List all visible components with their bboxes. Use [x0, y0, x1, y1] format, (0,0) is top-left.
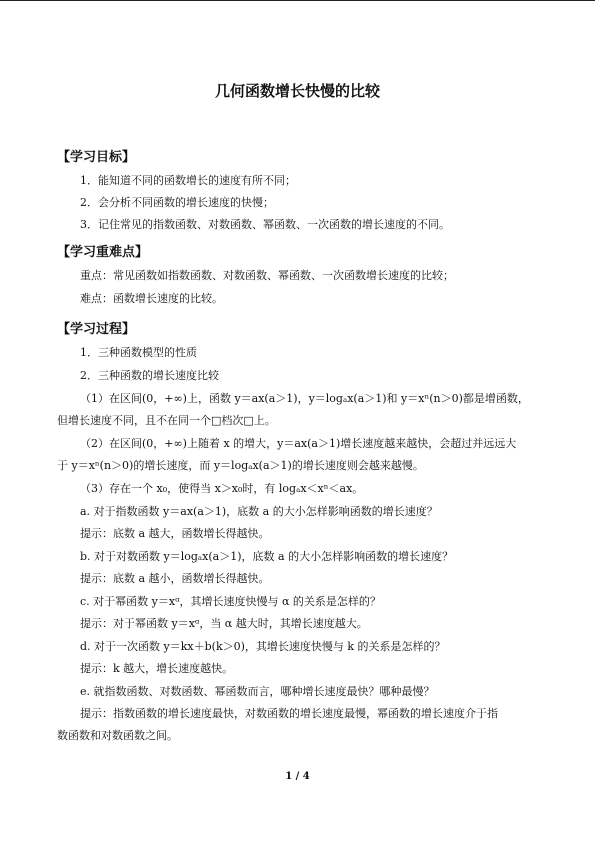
process-line: （3）存在一个 x₀，使得当 x＞x₀时，有 logₐx＜xⁿ＜ax。: [80, 482, 364, 495]
process-line: 于 y＝xⁿ(n＞0)的增长速度，而 y＝logₐx(a＞1)的增长速度则会越来越慢。: [57, 459, 424, 472]
process-line: （2）在区间(0，+∞)上随着 x 的增大，y＝ax(a＞1)增长速度越来越快，会超过并远远大: [80, 437, 517, 450]
process-line: 提示：底数 a 越小，函数增长得越快。: [80, 572, 270, 585]
section-heading-process: 【学习过程】: [57, 322, 136, 337]
page-number: 1 / 4: [285, 771, 310, 782]
document-title: 几何函数增长快慢的比较: [214, 82, 380, 100]
process-line: 1．三种函数模型的性质: [80, 346, 197, 359]
goal-item: 1．能知道不同的函数增长的速度有所不同；: [80, 174, 296, 187]
process-line: 提示：k 越大，增长速度越快。: [80, 662, 234, 675]
goal-item: 2．会分析不同函数的增长速度的快慢；: [80, 196, 274, 209]
key-point-item: 重点：常见函数如指数函数、对数函数、幂函数、一次函数增长速度的比较；: [80, 269, 454, 282]
process-line: d. 对于一次函数 y＝kx＋b(k＞0)，其增长速度快慢与 k 的关系是怎样的？: [80, 640, 446, 653]
process-line: a. 对于指数函数 y＝ax(a＞1)，底数 a 的大小怎样影响函数的增长速度？: [80, 505, 438, 518]
process-line: b. 对于对数函数 y＝logₐx(a＞1)，底数 a 的大小怎样影响函数的增长速度？: [80, 550, 454, 563]
process-line: 数函数和对数函数之间。: [57, 729, 178, 742]
process-line: c. 对于幂函数 y＝xᵅ，其增长速度快慢与 α 的关系是怎样的？: [80, 595, 381, 608]
section-heading-goals: 【学习目标】: [57, 150, 136, 165]
process-line: 提示：对于幂函数 y＝xᵅ，当 α 越大时，其增长速度越大。: [80, 617, 368, 630]
process-line: 提示：指数函数的增长速度最快，对数函数的增长速度最慢，幂函数的增长速度介于指: [80, 707, 498, 720]
process-line: e. 就指数函数、对数函数、幂函数而言，哪种增长速度最快？哪种最慢？: [80, 685, 435, 698]
goal-item: 3．记住常见的指数函数、对数函数、幂函数、一次函数的增长速度的不同。: [80, 218, 450, 231]
process-line: 2．三种函数的增长速度比较: [80, 369, 219, 382]
process-line: 但增长速度不同，且不在同一个□档次□上。: [57, 414, 276, 427]
process-line: 提示：底数 a 越大，函数增长得越快。: [80, 527, 270, 540]
key-point-item: 难点：函数增长速度的比较。: [80, 292, 223, 305]
process-line: （1）在区间(0，+∞)上，函数 y＝ax(a＞1)，y＝logₐx(a＞1)和 y＝xⁿ(n＞0)都是增函数，: [80, 392, 529, 405]
section-heading-key-points: 【学习重难点】: [57, 245, 149, 260]
